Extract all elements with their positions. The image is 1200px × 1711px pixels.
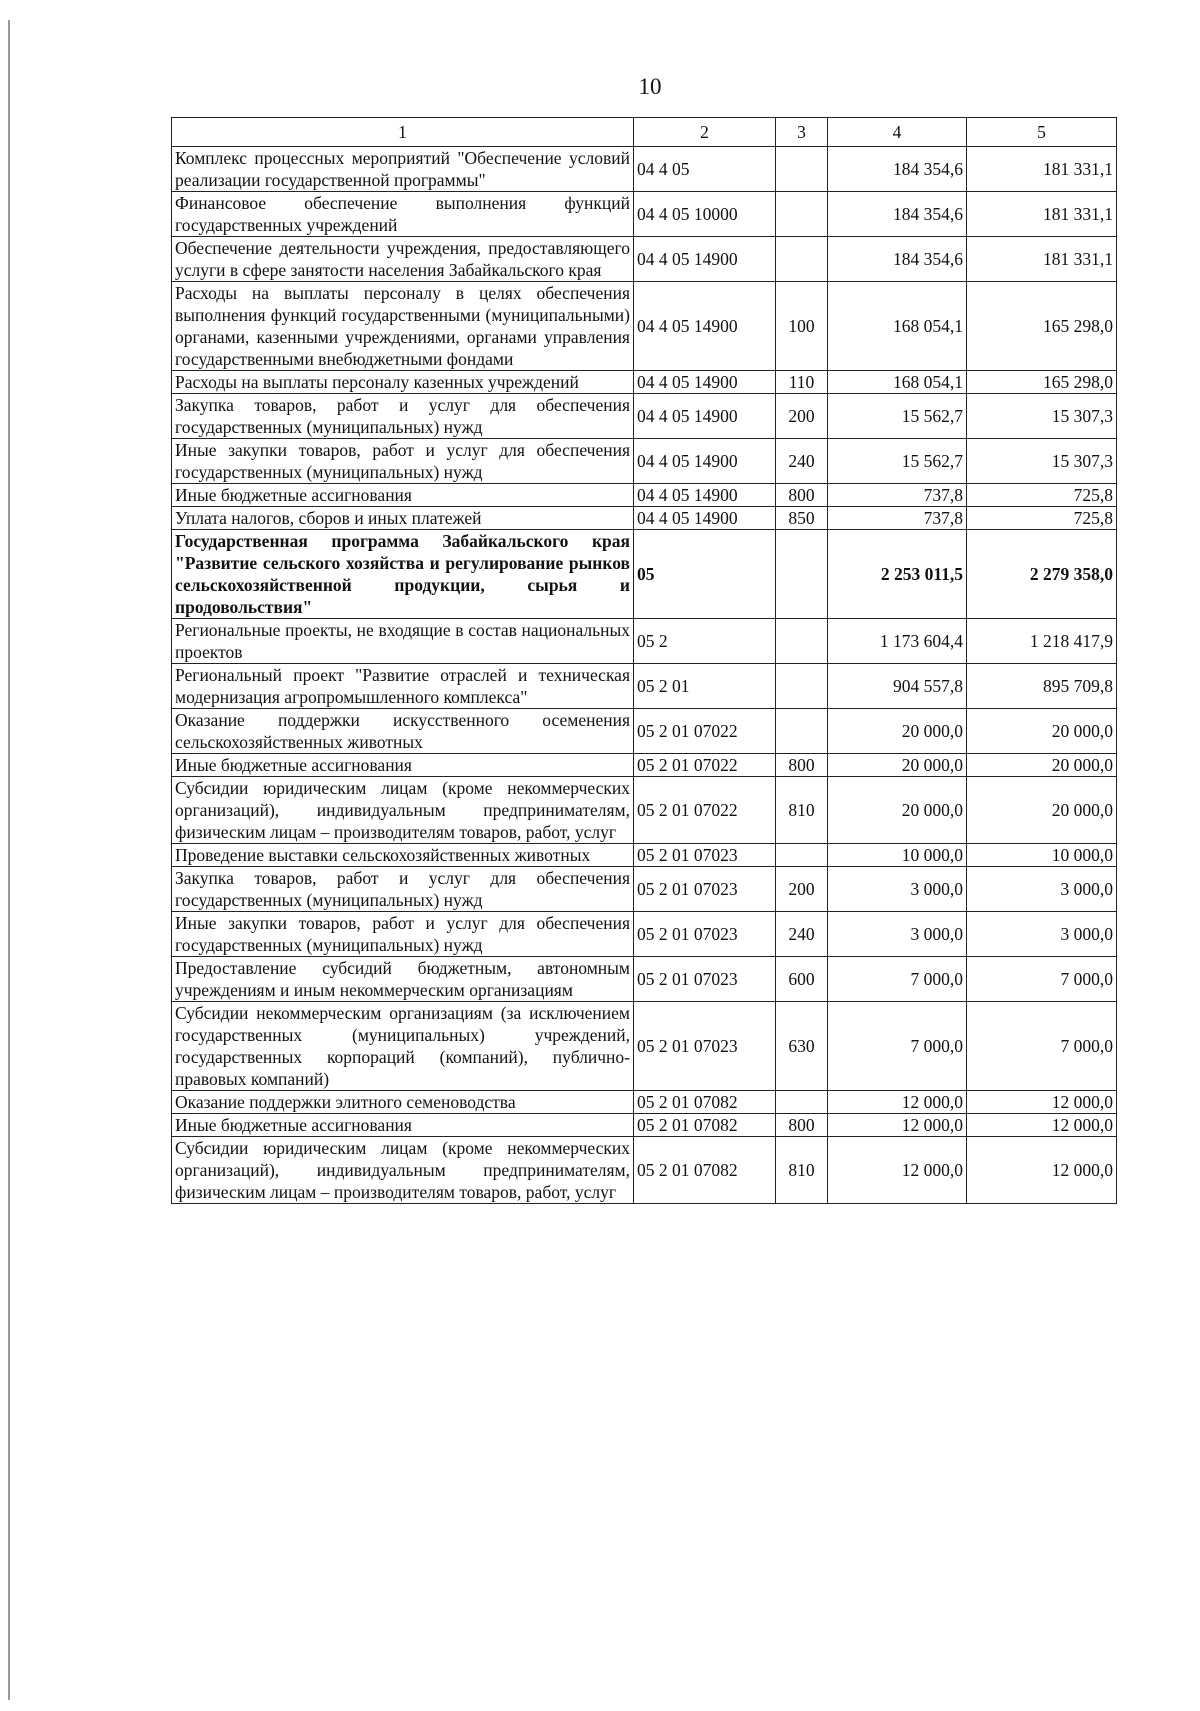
amount-year1-cell: 7 000,0 [828, 1002, 967, 1091]
expense-name-cell: Региональные проекты, не входящие в состав национальных проектов [172, 619, 634, 664]
amount-year2-cell: 15 307,3 [967, 439, 1117, 484]
amount-year1-cell: 184 354,6 [828, 192, 967, 237]
amount-year1-cell: 20 000,0 [828, 777, 967, 844]
table-row [172, 1002, 1117, 1091]
target-article-code-cell: 04 4 05 14900 [634, 484, 776, 507]
target-article-code-cell: 05 2 01 07023 [634, 957, 776, 1002]
expense-name-cell: Расходы на выплаты персоналу казенных учреждений [172, 371, 634, 394]
amount-year2-cell: 895 709,8 [967, 664, 1117, 709]
table-row [172, 147, 1117, 192]
target-article-code-cell: 05 2 01 07023 [634, 1002, 776, 1091]
expense-type-cell [776, 619, 828, 664]
amount-year2-cell: 12 000,0 [967, 1137, 1117, 1204]
table-row [172, 484, 1117, 507]
table-row [172, 1114, 1117, 1137]
expense-type-cell [776, 709, 828, 754]
table-row [172, 530, 1117, 619]
expense-type-cell: 810 [776, 777, 828, 844]
target-article-code-cell: 04 4 05 10000 [634, 192, 776, 237]
amount-year2-cell: 10 000,0 [967, 844, 1117, 867]
table-body [172, 147, 1117, 1204]
expense-type-cell [776, 530, 828, 619]
table-row [172, 439, 1117, 484]
amount-year2-cell: 725,8 [967, 484, 1117, 507]
amount-year1-cell: 20 000,0 [828, 754, 967, 777]
table-row [172, 957, 1117, 1002]
expense-name-cell: Региональный проект "Развитие отраслей и техническая модернизация агропромышленного комплекса" [172, 664, 634, 709]
target-article-code-cell: 04 4 05 14900 [634, 371, 776, 394]
expense-type-cell: 240 [776, 439, 828, 484]
amount-year2-cell: 7 000,0 [967, 957, 1117, 1002]
table-row [172, 912, 1117, 957]
expense-type-cell: 600 [776, 957, 828, 1002]
target-article-code-cell: 05 2 01 07082 [634, 1091, 776, 1114]
expense-name-cell: Государственная программа Забайкальского края "Развитие сельского хозяйства и регулирование рынков сельскохозяйственной продукции, сырья и продовольствия" [172, 530, 634, 619]
amount-year1-cell: 184 354,6 [828, 237, 967, 282]
table-row [172, 192, 1117, 237]
amount-year1-cell: 15 562,7 [828, 394, 967, 439]
amount-year1-cell: 12 000,0 [828, 1091, 967, 1114]
table-row [172, 777, 1117, 844]
page-number: 10 [638, 74, 662, 99]
amount-year1-cell: 12 000,0 [828, 1137, 967, 1204]
target-article-code-cell: 05 2 01 07082 [634, 1114, 776, 1137]
expense-name-cell: Оказание поддержки искусственного осеменения сельскохозяйственных животных [172, 709, 634, 754]
amount-year2-cell: 7 000,0 [967, 1002, 1117, 1091]
amount-year1-cell: 20 000,0 [828, 709, 967, 754]
amount-year1-cell: 15 562,7 [828, 439, 967, 484]
amount-year1-cell: 2 253 011,5 [828, 530, 967, 619]
target-article-code-cell: 05 2 01 07023 [634, 867, 776, 912]
amount-year2-cell: 3 000,0 [967, 912, 1117, 957]
column-header: 2 [634, 118, 776, 147]
column-header: 5 [967, 118, 1117, 147]
expense-name-cell: Проведение выставки сельскохозяйственных животных [172, 844, 634, 867]
table-row [172, 1091, 1117, 1114]
target-article-code-cell: 05 2 01 07082 [634, 1137, 776, 1204]
expense-type-cell: 200 [776, 867, 828, 912]
amount-year2-cell: 725,8 [967, 507, 1117, 530]
target-article-code-cell: 05 [634, 530, 776, 619]
target-article-code-cell: 05 2 01 [634, 664, 776, 709]
target-article-code-cell: 04 4 05 14900 [634, 394, 776, 439]
amount-year1-cell: 737,8 [828, 484, 967, 507]
table-row [172, 867, 1117, 912]
target-article-code-cell: 04 4 05 [634, 147, 776, 192]
table-row [172, 507, 1117, 530]
amount-year2-cell: 165 298,0 [967, 282, 1117, 371]
amount-year2-cell: 15 307,3 [967, 394, 1117, 439]
expense-name-cell: Расходы на выплаты персоналу в целях обеспечения выполнения функций государственными (муниципальными) органами, казенными учреждениями, органами управления государственными внебюджетными фондами [172, 282, 634, 371]
expense-type-cell [776, 192, 828, 237]
amount-year1-cell: 3 000,0 [828, 912, 967, 957]
table-row [172, 664, 1117, 709]
target-article-code-cell: 05 2 01 07022 [634, 754, 776, 777]
expense-name-cell: Финансовое обеспечение выполнения функций государственных учреждений [172, 192, 634, 237]
expense-name-cell: Иные закупки товаров, работ и услуг для обеспечения государственных (муниципальных) нужд [172, 439, 634, 484]
expense-type-cell [776, 147, 828, 192]
expense-name-cell: Уплата налогов, сборов и иных платежей [172, 507, 634, 530]
target-article-code-cell: 05 2 [634, 619, 776, 664]
expense-type-cell: 800 [776, 754, 828, 777]
target-article-code-cell: 04 4 05 14900 [634, 237, 776, 282]
expense-type-cell [776, 844, 828, 867]
amount-year1-cell: 184 354,6 [828, 147, 967, 192]
expense-name-cell: Иные бюджетные ассигнования [172, 484, 634, 507]
expense-name-cell: Закупка товаров, работ и услуг для обеспечения государственных (муниципальных) нужд [172, 867, 634, 912]
amount-year1-cell: 168 054,1 [828, 371, 967, 394]
amount-year2-cell: 1 218 417,9 [967, 619, 1117, 664]
expense-name-cell: Оказание поддержки элитного семеноводства [172, 1091, 634, 1114]
amount-year2-cell: 3 000,0 [967, 867, 1117, 912]
expense-type-cell: 800 [776, 1114, 828, 1137]
amount-year1-cell: 3 000,0 [828, 867, 967, 912]
expense-type-cell: 100 [776, 282, 828, 371]
amount-year1-cell: 10 000,0 [828, 844, 967, 867]
budget-table [171, 117, 1117, 1204]
expense-name-cell: Субсидии юридическим лицам (кроме некоммерческих организаций), индивидуальным предпринимателям, физическим лицам – производителям товаров, работ, услуг [172, 777, 634, 844]
expense-type-cell [776, 1091, 828, 1114]
table-row [172, 282, 1117, 371]
amount-year2-cell: 20 000,0 [967, 709, 1117, 754]
amount-year2-cell: 12 000,0 [967, 1114, 1117, 1137]
amount-year2-cell: 2 279 358,0 [967, 530, 1117, 619]
table-row [172, 709, 1117, 754]
table-row [172, 237, 1117, 282]
amount-year1-cell: 7 000,0 [828, 957, 967, 1002]
expense-type-cell [776, 664, 828, 709]
target-article-code-cell: 04 4 05 14900 [634, 439, 776, 484]
expense-type-cell: 800 [776, 484, 828, 507]
amount-year2-cell: 181 331,1 [967, 237, 1117, 282]
amount-year1-cell: 12 000,0 [828, 1114, 967, 1137]
amount-year1-cell: 904 557,8 [828, 664, 967, 709]
expense-name-cell: Субсидии некоммерческим организациям (за исключением государственных (муниципальных) учреждений, государственных корпораций (компаний), публично-правовых компаний) [172, 1002, 634, 1091]
expense-type-cell: 240 [776, 912, 828, 957]
target-article-code-cell: 04 4 05 14900 [634, 282, 776, 371]
amount-year1-cell: 1 173 604,4 [828, 619, 967, 664]
amount-year1-cell: 168 054,1 [828, 282, 967, 371]
table-row [172, 619, 1117, 664]
expense-name-cell: Комплекс процессных мероприятий "Обеспечение условий реализации государственной программы" [172, 147, 634, 192]
column-header: 1 [172, 118, 634, 147]
table-row [172, 1137, 1117, 1204]
expense-name-cell: Предоставление субсидий бюджетным, автономным учреждениям и иным некоммерческим организациям [172, 957, 634, 1002]
expense-name-cell: Иные бюджетные ассигнования [172, 754, 634, 777]
expense-name-cell: Закупка товаров, работ и услуг для обеспечения государственных (муниципальных) нужд [172, 394, 634, 439]
target-article-code-cell: 04 4 05 14900 [634, 507, 776, 530]
amount-year2-cell: 12 000,0 [967, 1091, 1117, 1114]
binding-margin-line [8, 20, 10, 1700]
column-header: 3 [776, 118, 828, 147]
expense-type-cell: 110 [776, 371, 828, 394]
amount-year1-cell: 737,8 [828, 507, 967, 530]
table-row [172, 844, 1117, 867]
amount-year2-cell: 181 331,1 [967, 147, 1117, 192]
expense-type-cell [776, 237, 828, 282]
table-row [172, 371, 1117, 394]
expense-type-cell: 850 [776, 507, 828, 530]
amount-year2-cell: 181 331,1 [967, 192, 1117, 237]
column-header: 4 [828, 118, 967, 147]
target-article-code-cell: 05 2 01 07022 [634, 777, 776, 844]
amount-year2-cell: 20 000,0 [967, 777, 1117, 844]
expense-name-cell: Обеспечение деятельности учреждения, предоставляющего услуги в сфере занятости населения Забайкальского края [172, 237, 634, 282]
expense-name-cell: Иные закупки товаров, работ и услуг для обеспечения государственных (муниципальных) нужд [172, 912, 634, 957]
header-row [172, 118, 1117, 147]
expense-name-cell: Иные бюджетные ассигнования [172, 1114, 634, 1137]
target-article-code-cell: 05 2 01 07023 [634, 912, 776, 957]
expense-type-cell: 810 [776, 1137, 828, 1204]
expense-type-cell: 630 [776, 1002, 828, 1091]
expense-type-cell: 200 [776, 394, 828, 439]
amount-year2-cell: 20 000,0 [967, 754, 1117, 777]
target-article-code-cell: 05 2 01 07022 [634, 709, 776, 754]
target-article-code-cell: 05 2 01 07023 [634, 844, 776, 867]
amount-year2-cell: 165 298,0 [967, 371, 1117, 394]
expense-name-cell: Субсидии юридическим лицам (кроме некоммерческих организаций), индивидуальным предпринимателям, физическим лицам – производителям товаров, работ, услуг [172, 1137, 634, 1204]
table-row [172, 754, 1117, 777]
table-row [172, 394, 1117, 439]
